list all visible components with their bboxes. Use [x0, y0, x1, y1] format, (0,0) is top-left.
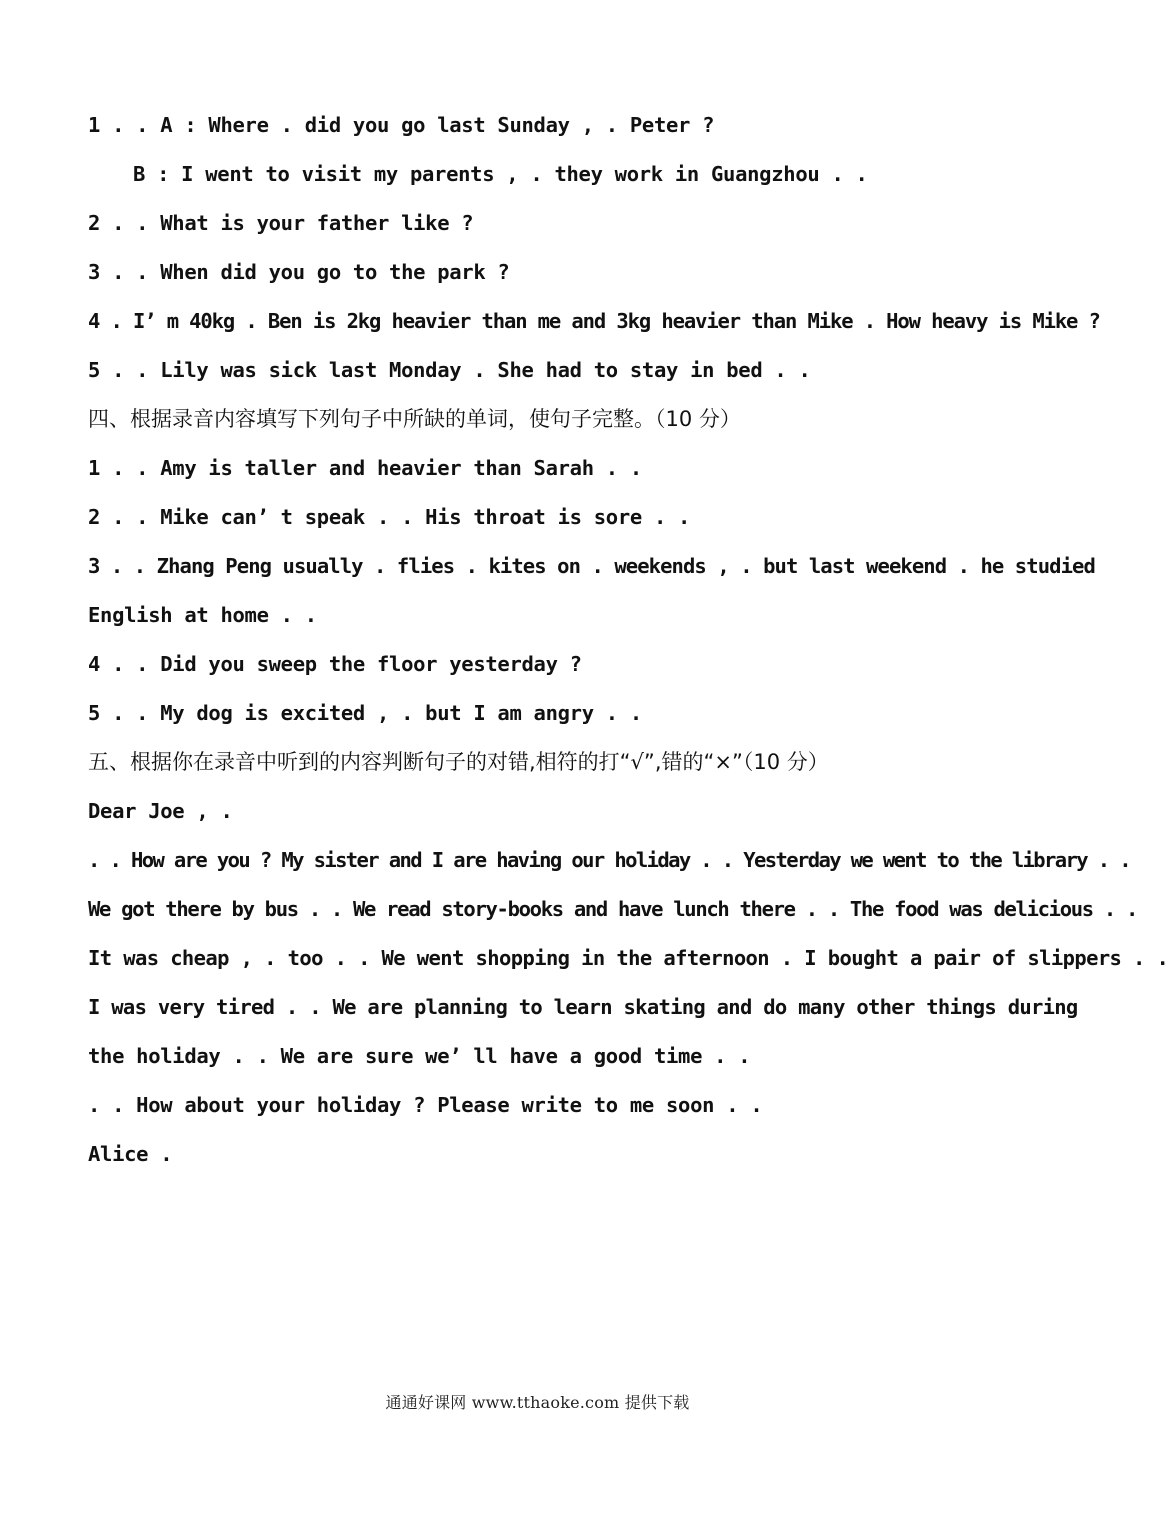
- fill-in-item-1: 1 . . Amy is taller and heavier than Sarah . .: [88, 456, 642, 480]
- fill-in-item-3-line-1: 3 . . Zhang Peng usually . flies . kites on . weekends , . but last weekend . he studied: [88, 554, 1095, 578]
- listening-item-1-b: B : I went to visit my parents , . they work in Guangzhou . .: [133, 162, 868, 186]
- document-body: [88, 101, 1168, 1179]
- letter-salutation: Dear Joe , .: [88, 799, 233, 823]
- listening-item-4: 4 . I’ m 40kg . Ben is 2kg heavier than me and 3kg heavier than Mike . How heavy is Mike ?: [88, 309, 1100, 333]
- fill-in-item-3-line-2: English at home . .: [88, 603, 317, 627]
- listening-item-1-a: 1 . . A : Where . did you go last Sunday , . Peter ?: [88, 113, 715, 137]
- section-4-heading: 四、根据录音内容填写下列句子中所缺的单词，使句子完整。（10 分）: [88, 407, 741, 431]
- letter-line-2: We got there by bus . . We read story-books and have lunch there . . The food was delicious . .: [88, 897, 1137, 921]
- page-footer: 通通好课网 www.tthaoke.com 提供下载: [385, 1393, 690, 1412]
- listening-item-3: 3 . . When did you go to the park ?: [88, 260, 510, 284]
- letter-line-5: the holiday . . We are sure we’ ll have a good time . .: [88, 1044, 751, 1068]
- section-5-heading: 五、根据你在录音中听到的内容判断句子的对错,相符的打“√”,错的“×”（10 分）: [88, 750, 829, 774]
- letter-line-4: I was very tired . . We are planning to learn skating and do many other things during: [88, 995, 1078, 1019]
- letter-line-1: . . How are you ? My sister and I are having our holiday . . Yesterday we went to the library . .: [88, 848, 1130, 872]
- listening-item-2: 2 . . What is your father like ?: [88, 211, 474, 235]
- fill-in-item-4: 4 . . Did you sweep the floor yesterday ?: [88, 652, 582, 676]
- letter-signature: Alice .: [88, 1142, 173, 1166]
- letter-line-3: It was cheap , . too . . We went shopping in the afternoon . I bought a pair of slippers . .: [88, 946, 1168, 970]
- letter-line-6: . . How about your holiday ? Please write to me soon . .: [88, 1093, 763, 1117]
- fill-in-item-5: 5 . . My dog is excited , . but I am angry . .: [88, 701, 642, 725]
- listening-item-5: 5 . . Lily was sick last Monday . She had to stay in bed . .: [88, 358, 811, 382]
- fill-in-item-2: 2 . . Mike can’ t speak . . His throat is sore . .: [88, 505, 691, 529]
